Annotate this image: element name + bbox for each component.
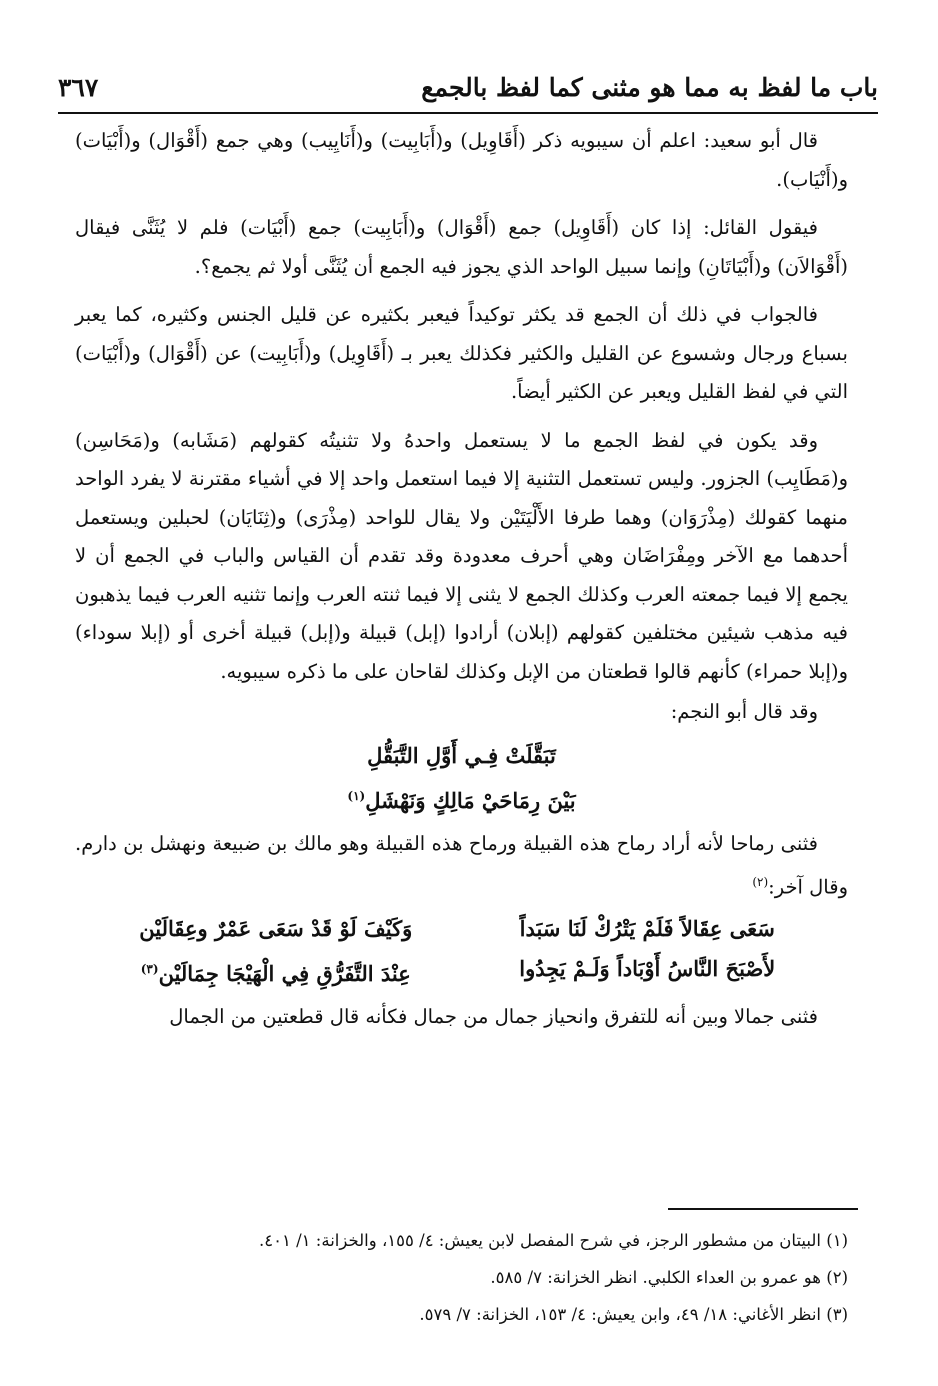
footnote-marker: (٣) (140, 962, 159, 976)
paragraph: فالجواب في ذلك أن الجمع قد يكثر توكيداً فيعبر بكثيره عن قليل الجنس وكثيره، كما يعبر بسباع ورجال وشسوع عن القليل والكثير فكذلك يعبر بـ (أَقَاوِيل) و(أَبَابِيت) عن (أَقْوَال) و(أَبْيَات) التي في لفظ القليل ويعبر عن الكثير أيضاً. (75, 303, 848, 403)
paragraph: وقد يكون في لفظ الجمع ما لا يستعمل واحدهُ ولا تثنيتُه كقولهم (مَشَابه) و(مَحَاسِن) و(مَطَايِب) الجزور. وليس تستعمل التثنية إلا فيما استعمل واحد إلا في أشياء مقترنة لا يفرد الواحد منهما كقولك (مِذْرَوَان) وهما طرفا الأَلْيَتَيْن ولا يقال للواحد (مِذْرَى) و(ثِنَايَان) لحبلين ويستعمل أحدهما مع الآخر ومِفْرَاضَان وهي أحرف معدودة وقد تقدم أن القياس والباب في الجمع أن لا يجمع إلا فيما جمعته العرب وكذلك الجمع لا يثنى إلا فيما ثنته العرب وإنما تثنيه العرب فيما يذهبون فيه مذهب شيئين مختلفين كقولهم (إبلان) أرادوا (إبل) قبيلة و(إبل) قبيلة أخرى أو (إبلا سوداء) و(إبلا حمراء) كأنهم قالوا قطعتان من الإبل وكذلك لقاحان على ما ذكره سيبويه. (75, 428, 848, 683)
verse-second-hemistich: وَكَيْفَ لَوْ قَدْ سَعَى عَمْرٌ وعِقَالَيْن (139, 916, 413, 941)
footnote: (٣) انظر الأغاني: ١٨/ ٤٩، وابن يعيش: ٤/ ١٥٣، الخزانة: ٧/ ٥٧٩. (419, 1305, 848, 1324)
running-header (58, 62, 878, 114)
main-text (75, 122, 848, 1039)
verse-second-hemistich-with-note: عِنْدَ التَّفَرُّقِ فِي الْهَيْجَا جِمَالَيْن$^{(٣)}$ (140, 961, 411, 986)
footnote-separator (668, 1208, 858, 1210)
poem-line: تَبَقَّلَتْ فِـي أَوَّلِ التَّبَقُّلِ (367, 742, 556, 768)
footnote: (٢) هو عمرو بن العداء الكلبي. انظر الخزانة: ٧/ ٥٨٥. (490, 1268, 848, 1287)
footnote-marker: (٢) (752, 875, 769, 889)
poem-line: بَيْنَ رِمَاحَيْ مَالِكٍ وَنَهْشَلِ (365, 787, 576, 813)
paragraph: فثنى رماحا لأنه أراد رماح هذه القبيلة ورماح هذه القبيلة وهو مالك بن ضبيعة ونهشل بن دارم. وقال آخر:$^{(٢)}$ (75, 831, 848, 899)
chapter-title: باب ما لفظ به مما هو مثنى كما لفظ بالجمع (421, 72, 878, 102)
paragraph: فثنى جمالا وبين أنه للتفرق وانحياز جمال من جمال فكأنه قال قطعتين من الجمال (169, 1005, 818, 1028)
paragraph: قال أبو سعيد: اعلم أن سيبويه ذكر (أَقَاوِيل) و(أَبَابِيت) و(أَنَايِيب) وهي جمع (أَقْوَال) و(أَبْيَات) و(أَنْيَاب). (75, 129, 848, 191)
verse-first-hemistich: لأَصْبَحَ النَّاسُ أَوْبَاداً وَلَـمْ يَجِدُوا (519, 956, 776, 981)
poem-line-with-note (75, 776, 848, 821)
poem-rajaz (75, 736, 848, 821)
poem-verses (75, 909, 848, 994)
footnotes (75, 1222, 848, 1333)
paragraph: فيقول القائل: إذا كان (أَقَاوِيل) جمع (أَقْوَال) و(أَبَابِيت) جمع (أَبْيَات) فلم لا يُثَنَّى فيقال (أَقْوَالاَن) و(أَبْيَاتَانِ) وإنما سبيل الواحد الذي يجوز فيه الجمع أن يُثَنَّى أولا ثم يجمع؟. (75, 216, 848, 278)
verse-first-hemistich: سَعَى عِقَالاً فَلَمْ يَتْرُكْ لَنَا سَبَداً (519, 916, 775, 941)
footnote-marker: (١) (347, 788, 366, 803)
footnote: (١) البيتان من مشطور الرجز، في شرح المفصل لابن يعيش: ٤/ ١٥٥، والخزانة: ١/ ٤٠١. (259, 1231, 848, 1250)
paragraph: وقد قال أبو النجم: (670, 700, 818, 723)
page-number: ٣٦٧ (58, 72, 99, 102)
